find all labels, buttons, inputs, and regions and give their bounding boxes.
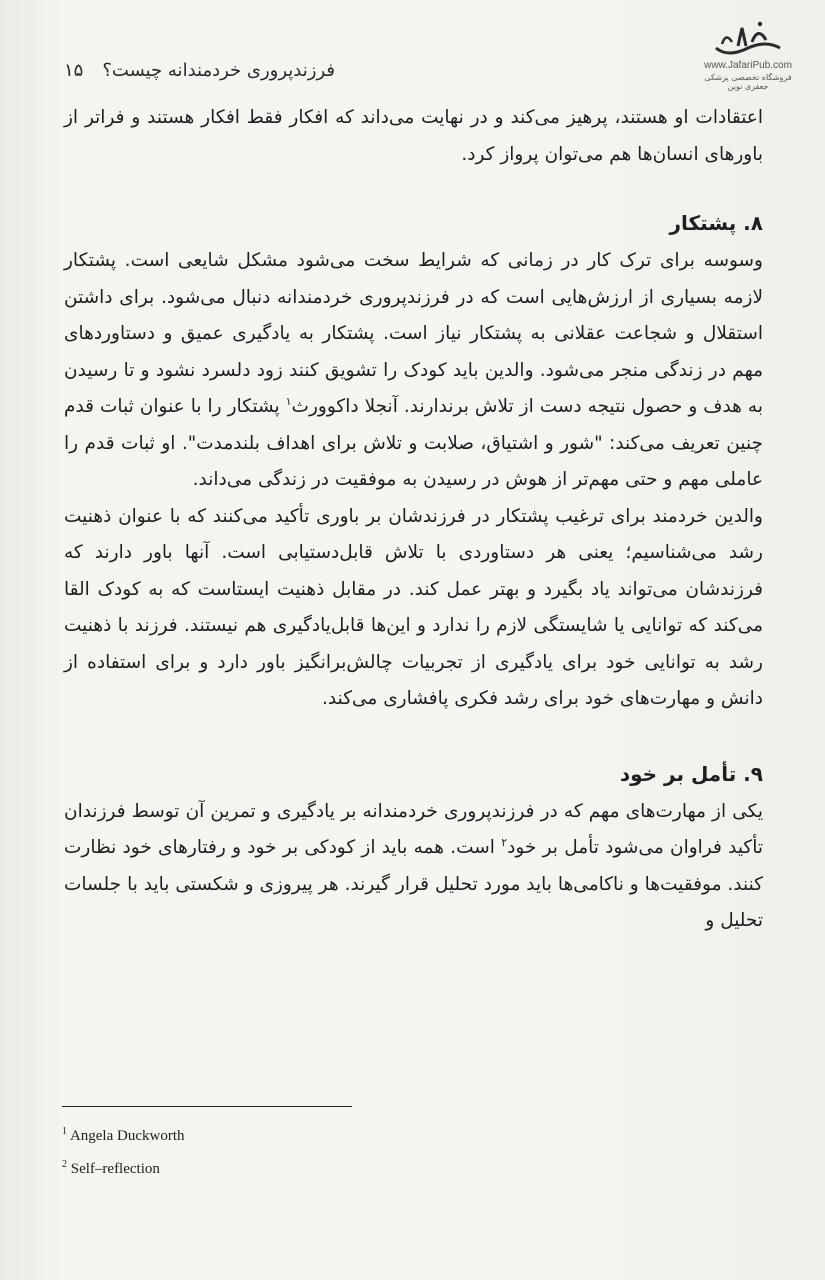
calligraphy-logo-icon xyxy=(708,18,788,62)
chapter-title: فرزندپروری خردمندانه چیست؟ xyxy=(102,60,335,81)
footnote-mark-2: ۲ xyxy=(501,835,508,849)
footnote-number: 2 xyxy=(62,1159,67,1170)
body-text xyxy=(64,100,763,940)
paragraph-self-reflection xyxy=(64,794,763,940)
section-heading-9: ۹. تأمل بر خود xyxy=(619,761,763,786)
section-heading-8: ۸. پشتکار xyxy=(669,211,763,235)
page-number: ۱۵ xyxy=(64,60,84,81)
publisher-logo xyxy=(693,18,803,98)
paragraph-perseverance xyxy=(64,243,763,499)
footnote-1 xyxy=(62,1126,462,1145)
paragraph-part: یکی از مهارت‌های مهم که در فرزندپروری خردمندانه بر یادگیری و تمرین آن توسط فرزندان تأکید فراوان می‌شود تأمل بر خود xyxy=(64,800,763,858)
paragraph-growth-mindset: والدین خردمند برای ترغیب پشتکار در فرزندشان بر باوری تأکید می‌کنند که با عنوان ذهنیت رشد می‌شناسیم؛ یعنی هر دستاوردی با تلاش قابل‌دستیابی است. آنها باور دارند که فرزندشان می‌تواند یاد بگیرد و بهتر عمل کند. در مقابل ذهنیت ایستاست که به کودک القا می‌کند که توانایی یا شایستگی لازم را ندارد و این‌ها قابل‌یادگیری هم نیستند. فرزند با ذهنیت رشد به توانایی خود برای یادگیری از تجربیات چالش‌برانگیز باور دارد و برای استفاده از دانش و مهارت‌های خود برای رشد فکری پافشاری می‌کند. xyxy=(64,505,763,709)
footnote-text: Self–reflection xyxy=(70,1161,160,1177)
footnote-mark-1: ۱ xyxy=(285,394,292,408)
footnote-2 xyxy=(62,1159,462,1178)
publisher-site: www.JafariPub.com xyxy=(704,60,792,71)
running-head xyxy=(64,60,335,81)
paragraph-part: پشتکار را با عنوان ثبات قدم چنین تعریف می‌کند: "شور و اشتیاق، صلابت و تلاش برای اهداف بلندمدت". او ثبات قدم را عاملی مهم و حتی مهم‌تر از هوش در رسیدن به موفقیت در زندگی می‌داند. xyxy=(64,396,763,490)
footnotes xyxy=(62,1126,462,1192)
publisher-tagline: فروشگاه تخصصی پزشکی جعفری نوین xyxy=(704,73,792,91)
footnote-text: Angela Duckworth xyxy=(69,1128,185,1144)
footnote-number: 1 xyxy=(62,1126,67,1137)
paragraph-part: است. همه باید از کودکی بر خود و رفتارهای خود نظارت کنند. موفقیت‌ها و ناکامی‌ها باید مورد تحلیل قرار گیرند. هر پیروزی و شکستی باید با جلسات تحلیل و xyxy=(64,837,763,931)
paragraph-part: وسوسه برای ترک کار در زمانی که شرایط سخت می‌شود مشکل شایعی است. پشتکار لازمه بسیاری از ارزش‌هایی است که در فرزندپروری خردمندانه دنبال می‌شود. برای داشتن استقلال و شجاعت عقلانی به پشتکار نیاز است. پشتکار به یادگیری عمیق و دستاوردهای مهم در زندگی منجر می‌شود. والدین باید کودک را تشویق کنند زود دلسرد نشود و تا رسیدن به هدف و حصول نتیجه دست از تلاش برندارند. آنجلا داکوورث xyxy=(64,250,763,417)
paragraph-intro: اعتقادات او هستند، پرهیز می‌کند و در نهایت می‌داند که افکار فقط افکار هستند و فراتر از باورهای انسان‌ها هم می‌توان پرواز کرد. xyxy=(64,107,763,165)
footnote-divider xyxy=(62,1106,352,1107)
